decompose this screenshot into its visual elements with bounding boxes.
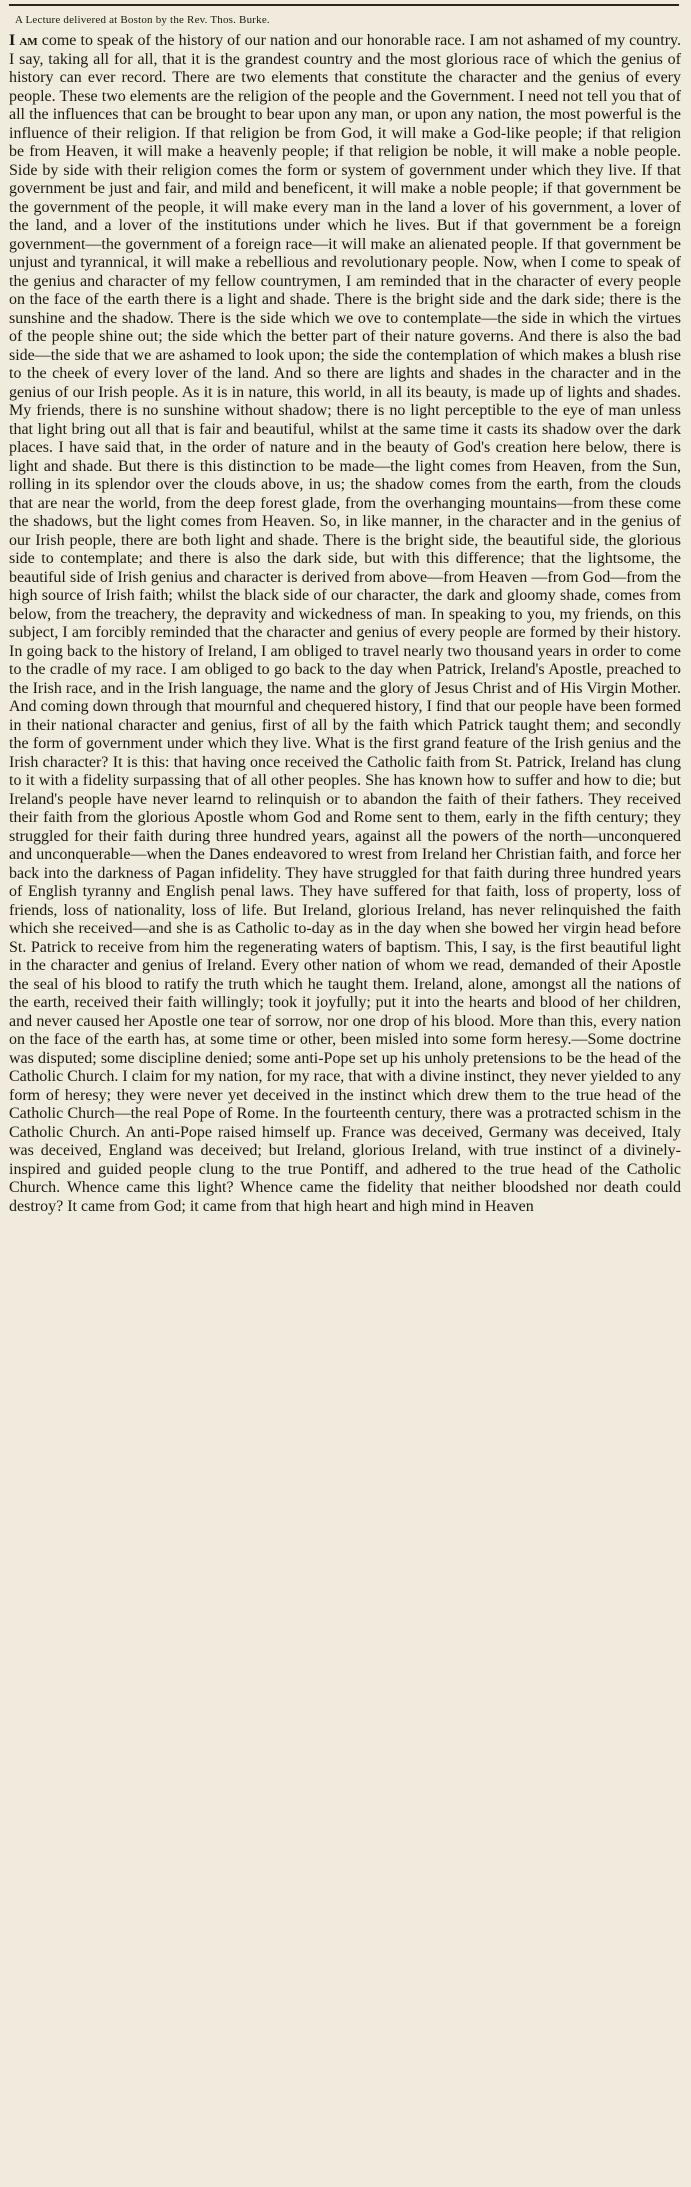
article-headline: A Lecture delivered at Boston by the Rev. Thos. Burke. <box>15 14 270 26</box>
lead-word: I am <box>9 32 38 49</box>
article-text: come to speak of the history of our nation and our honorable race. I am not ashamed of my country. I say, taking all for all, that it is the grandest country and the most glorious race of which the genius of history can ever record. There are two elements that constitute the character and the genius of every people. These two elements are the religion of the people and the Government. I need not tell you that of all the influences that can be brought to bear upon any man, or upon any nation, the most powerful is the influence of their religion. If that religion be from God, it will make a God-like people; if that religion be from Heaven, it will make a heavenly people; if that religion be noble, it will make a noble people. Side by side with their religion comes the form or system of government under which they live. If that government be just and fair, and mild and beneficent, it will make a noble people; if that government be the government of the people, it will make every man in the land a lover of his government, a lover of the land, and a lover of the institutions under which he lives. But if that government be a foreign government—the government of a foreign race—it will make an alienated people. If that government be unjust and tyrannical, it will make a rebellious and revolutionary people. Now, when I come to speak of the genius and character of my fellow countrymen, I am reminded that in the character of every people on the face of the earth there is a light and shade. There is the bright side and the dark side; there is the sunshine and the shadow. There is the side which we ove to contemplate—the side in which the virtues of the people shine out; the side which the better part of their nature governs. And there is also the bad side—the side that we are ashamed to look upon; the side the contemplation of which makes a blush rise to the cheek of every lover of the land. And so there are lights and shades in the character and in the genius of our Irish people. As it is in nature, this world, in all its beauty, is made up of lights and shades. My friends, there is no sunshine without shadow; there is no light perceptible to the eye of man unless that light bring out all that is fair and beautiful, whilst at the same time it casts its shadow over the dark places. I have said that, in the order of nature and in the beauty of God's creation here below, there is light and shade. But there is this distinction to be made—the light comes from Heaven, from the Sun, rolling in its splendor over the clouds above, in us; the shadow comes from the earth, from the clouds that are near the world, from the deep forest glade, from the overhanging mountains—from these come the shadows, but the light comes from Heaven. So, in like manner, in the character and in the genius of our Irish people, there are both light and shade. There is the bright side, the beautiful side, the glorious side to contemplate; and there is also the dark side, but with this difference; that the lightsome, the beautiful side of Irish genius and character is derived from above—from Heaven —from God—from the high source of Irish faith; whilst the black side of our character, the dark and gloomy shade, comes from below, from the treachery, the depravity and wickedness of man. In speaking to you, my friends, on this subject, I am forcibly reminded that the character and genius of every people are formed by their history. In going back to the history of Ireland, I am obliged to travel nearly two thousand years in order to come to the cradle of my race. I am obliged to go back to the day when Patrick, Ireland's Apostle, preached to the Irish race, and in the Irish language, the name and the glory of Jesus Christ and of His Virgin Mother. And coming down through that mournful and chequered history, I find that our people have been formed in their national character and genius, first of all by the faith which Patrick taught them; and secondly the form of government under which they live. What is the first grand feature of the Irish genius and the Irish character? It is this: that having once received the Catholic faith from St. Patrick, Ireland has clung to it with a fidelity surpassing that of all other peoples. She has known how to suffer and how to die; but Ireland's people have never learnd to relinquish or to abandon the faith of their fathers. They received their faith from the glorious Apostle whom God and Rome sent to them, early in the fifth century; they struggled for their faith during three hundred years, against all the powers of the north—unconquered and unconquerable—when the Danes endeavored to wrest from Ireland her Christian faith, and force her back into the darkness of Pagan infidelity. They have struggled for that faith during three hundred years of English tyranny and English penal laws. They have suffered for that faith, loss of property, loss of friends, loss of nationality, loss of life. But Ireland, glorious Ireland, has never relinquished the faith which she received—and she is as Catholic to-day as in the day when she bowed her virgin head before St. Patrick to receive from him the regenerating waters of baptism. This, I say, is the first beautiful light in the character and genius of Ireland. Every other nation of whom we read, demanded of their Apostle the seal of his blood to ratify the truth which he taught them. Ireland, alone, amongst all the nations of the earth, received their faith willingly; took it joyfully; put it into the hearts and blood of her children, and never caused her Apostle one tear of sorrow, nor one drop of his blood. More than this, every nation on the face of the earth has, at some time or other, been misled into some form heresy.—Some doctrine was disputed; some discipline denied; some anti-Pope set up his unholy pretensions to be the head of the Catholic Church. I claim for my nation, for my race, that with a divine instinct, they never yielded to any form of heresy; they were never yet deceived in the instinct which drew them to the true head of the Catholic Church—the real Pope of Rome. In the fourteenth century, there was a protracted schism in the Catholic Church. An anti-Pope raised himself up. France was deceived, Germany was deceived, Italy was deceived, England was deceived; but Ireland, glorious Ireland, with true instinct of a divinely-inspired and guided people clung to the true Pontiff, and adhered to the true head of the Catholic Church. Whence came this light? Whence came the fidelity that neither bloodshed nor death could destroy? It came from God; it came from that high heart and high mind in Heaven <box>9 32 681 1215</box>
article-paragraph <box>9 32 681 1216</box>
article-body <box>9 32 681 1216</box>
top-rule <box>9 4 679 6</box>
